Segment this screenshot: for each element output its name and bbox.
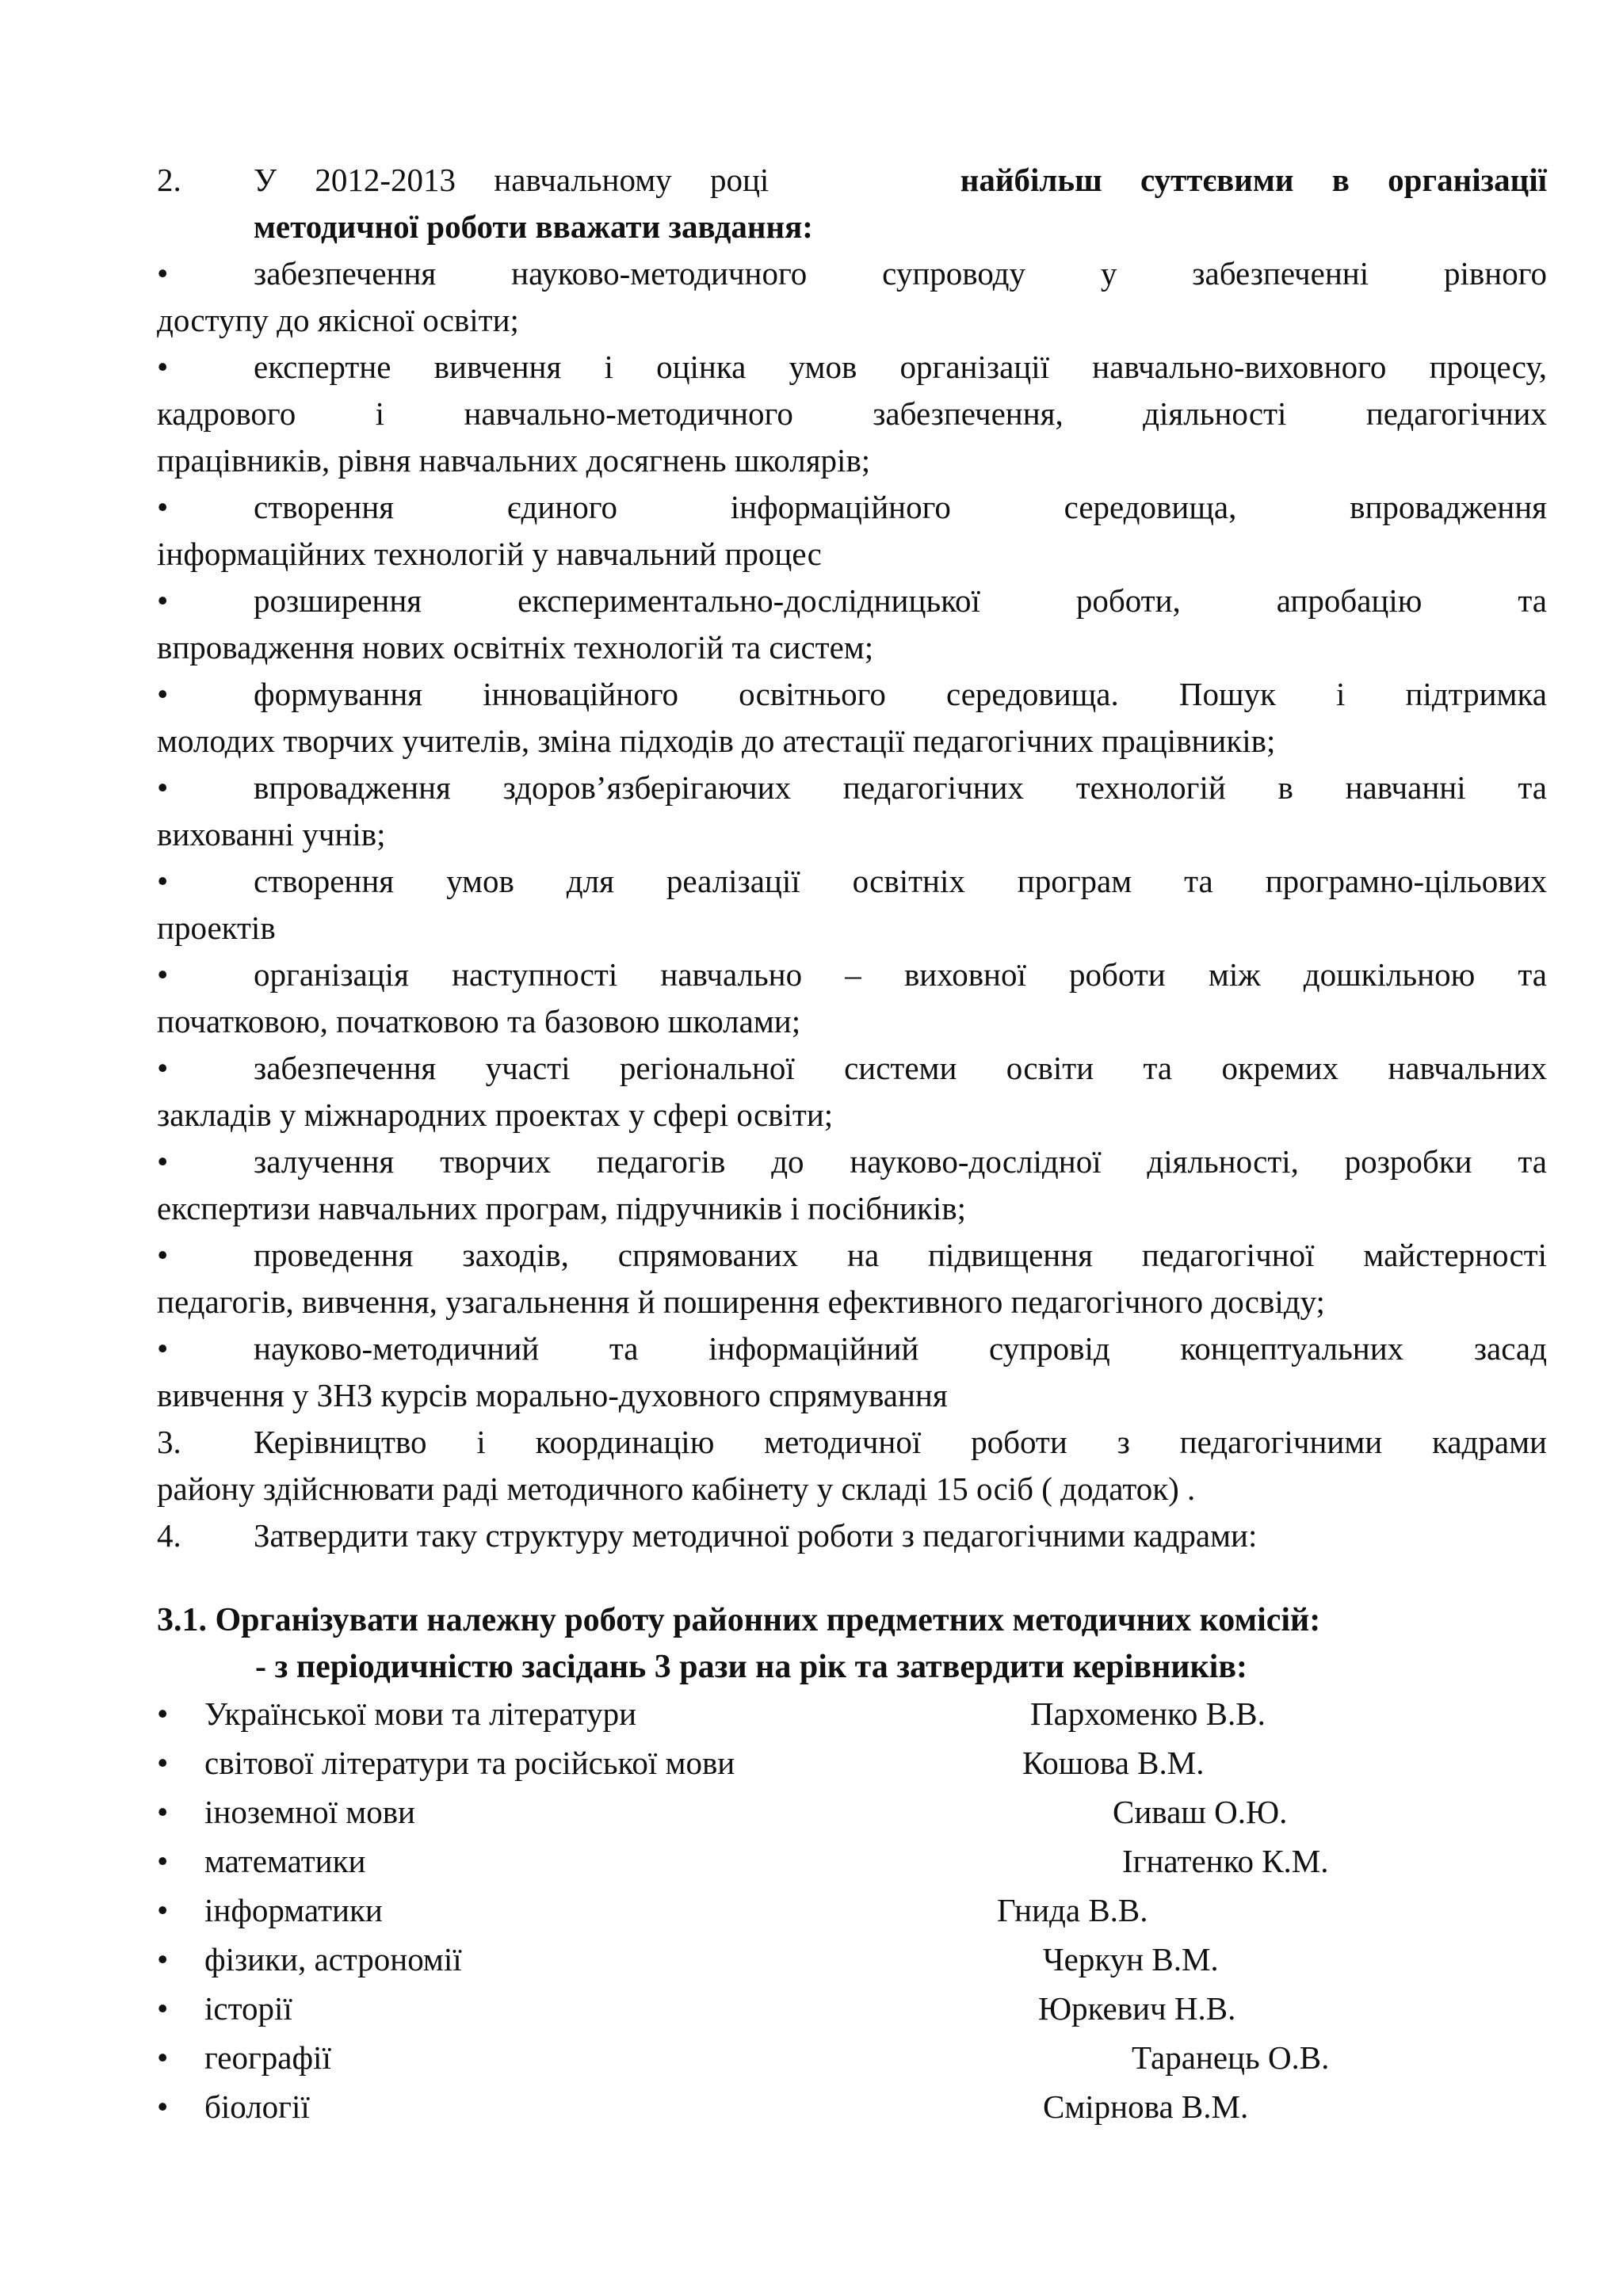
bullet-marker: •	[157, 676, 169, 712]
item-2-line: У 2012-2013 навчальному році найбільш суттєвими в організації	[254, 162, 1547, 198]
item-4: 4. Затвердити таку структуру методичної роботи з педагогічними кадрами:	[157, 1512, 1547, 1559]
bullet-marker: •	[157, 1843, 169, 1879]
bullet-item: • науково-методичний та інформаційний супровід концептуальних засад вивчення у ЗНЗ курсів морально-духовного спрямування	[157, 1325, 1547, 1419]
item-marker: 2.	[157, 162, 181, 198]
item-2	[157, 157, 1547, 204]
leader-name: Таранець О.В.	[1132, 2039, 1330, 2076]
bullet-marker: •	[157, 1143, 169, 1180]
subject-label: географії	[204, 2039, 331, 2076]
bullet-marker: •	[157, 582, 169, 619]
item-2-line-2: методичної роботи вважати завдання:	[254, 208, 813, 245]
subject-label: Української мови та літератури	[204, 1695, 637, 1732]
bullet-item: • експертне вивчення і оцінка умов організації навчально-виховного процесу, кадрового і навчально-методичного забезпечення, діяльності педагогічних працівників, рівня навчальних досягнень школярів;	[157, 344, 1547, 484]
list-item	[157, 1838, 1547, 1887]
bullet-item: • створення умов для реалізації освітніх програм та програмно-цільових проектів	[157, 858, 1547, 952]
bullet-marker: •	[157, 1941, 169, 1978]
list-item	[157, 1985, 1547, 2035]
item-marker: 3.	[157, 1424, 181, 1460]
bullet-marker: •	[157, 489, 169, 525]
leader-name: Кошова В.М.	[1022, 1745, 1205, 1781]
bullet-marker: •	[157, 1892, 169, 1928]
section-subheading: - з періодичністю засідань 3 рази на рік та затвердити керівників:	[255, 1649, 1248, 1685]
bullet-item: • впровадження здоров’язберігаючих педагогічних технологій в навчанні та вихованні учнів;	[157, 765, 1547, 858]
leaders-list	[157, 1691, 1547, 2133]
bullet-item: • розширення експериментально-дослідницької роботи, апробацію та впровадження нових освітніх технологій та систем;	[157, 578, 1547, 671]
bullet-marker: •	[157, 349, 169, 385]
list-item	[157, 1740, 1547, 1789]
section-heading: 3.1. Організувати належну роботу районних предметних методичних комісій:	[157, 1602, 1321, 1638]
subject-label: математики	[204, 1843, 366, 1879]
subject-label: біології	[204, 2088, 310, 2125]
leader-name: Сиваш О.Ю.	[1113, 1794, 1288, 1830]
leader-name: Юркевич Н.В.	[1038, 1990, 1236, 2027]
bullet-item: • проведення заходів, спрямованих на підвищення педагогічної майстерності педагогів, вивчення, узагальнення й поширення ефективного педагогічного досвіду;	[157, 1232, 1547, 1325]
bullet-marker: •	[157, 1330, 169, 1367]
bullet-item: • залучення творчих педагогів до науково-дослідної діяльності, розробки та експертизи навчальних програм, підручників і посібників;	[157, 1138, 1547, 1232]
leader-name: Гнида В.В.	[997, 1892, 1148, 1928]
leader-name: Черкун В.М.	[1043, 1941, 1219, 1978]
list-item	[157, 2035, 1547, 2084]
subject-label: історії	[204, 1990, 292, 2027]
subject-label: інформатики	[204, 1892, 383, 1928]
leader-name: Смірнова В.М.	[1043, 2088, 1249, 2125]
list-item	[157, 1887, 1547, 1936]
bullet-marker: •	[157, 956, 169, 993]
bullet-marker: •	[157, 1794, 169, 1830]
subject-label: світової літератури та російської мови	[204, 1745, 735, 1781]
bullet-item: • створення єдиного інформаційного середовища, впровадження інформаційних технологій у навчальний процес	[157, 484, 1547, 578]
bullet-marker: •	[157, 769, 169, 806]
leader-name: Пархоменко В.В.	[1030, 1695, 1266, 1732]
list-item	[157, 2084, 1547, 2133]
bullet-item: • формування інноваційного освітнього середовища. Пошук і підтримка молодих творчих учителів, зміна підходів до атестації педагогічних працівників;	[157, 671, 1547, 765]
list-item	[157, 1789, 1547, 1838]
bullet-marker: •	[157, 1990, 169, 2027]
item-3-line-2: району здійснювати раді методичного кабінету у складі 15 осіб ( додаток) .	[157, 1470, 1196, 1507]
document-page	[157, 157, 1547, 2133]
bullet-marker: •	[157, 2039, 169, 2076]
spacer	[157, 1559, 1547, 1597]
bullet-marker: •	[157, 863, 169, 899]
bullet-marker: •	[157, 255, 169, 292]
bullet-marker: •	[157, 1050, 169, 1086]
bullet-marker: •	[157, 2088, 169, 2125]
leader-name: Ігнатенко К.М.	[1122, 1843, 1329, 1879]
list-item	[157, 1691, 1547, 1740]
bullet-item: • забезпечення участі регіональної системи освіти та окремих навчальних закладів у міжнародних проектах у сфері освіти;	[157, 1045, 1547, 1138]
item-marker: 4.	[157, 1517, 181, 1554]
bullet-marker: •	[157, 1745, 169, 1781]
subject-label: фізики, астрономії	[204, 1941, 462, 1978]
subject-label: іноземної мови	[204, 1794, 415, 1830]
bullet-item: • організація наступності навчально – виховної роботи між дошкільною та початковою, початковою та базовою школами;	[157, 952, 1547, 1045]
item-3: 3. Керівництво і координацію методичної роботи з педагогічними кадрами	[157, 1419, 1547, 1466]
bullet-marker: •	[157, 1695, 169, 1732]
list-item	[157, 1936, 1547, 1985]
bullet-item: • забезпечення науково-методичного супроводу у забезпеченні рівного доступу до якісної освіти;	[157, 250, 1547, 344]
bullet-marker: •	[157, 1237, 169, 1273]
